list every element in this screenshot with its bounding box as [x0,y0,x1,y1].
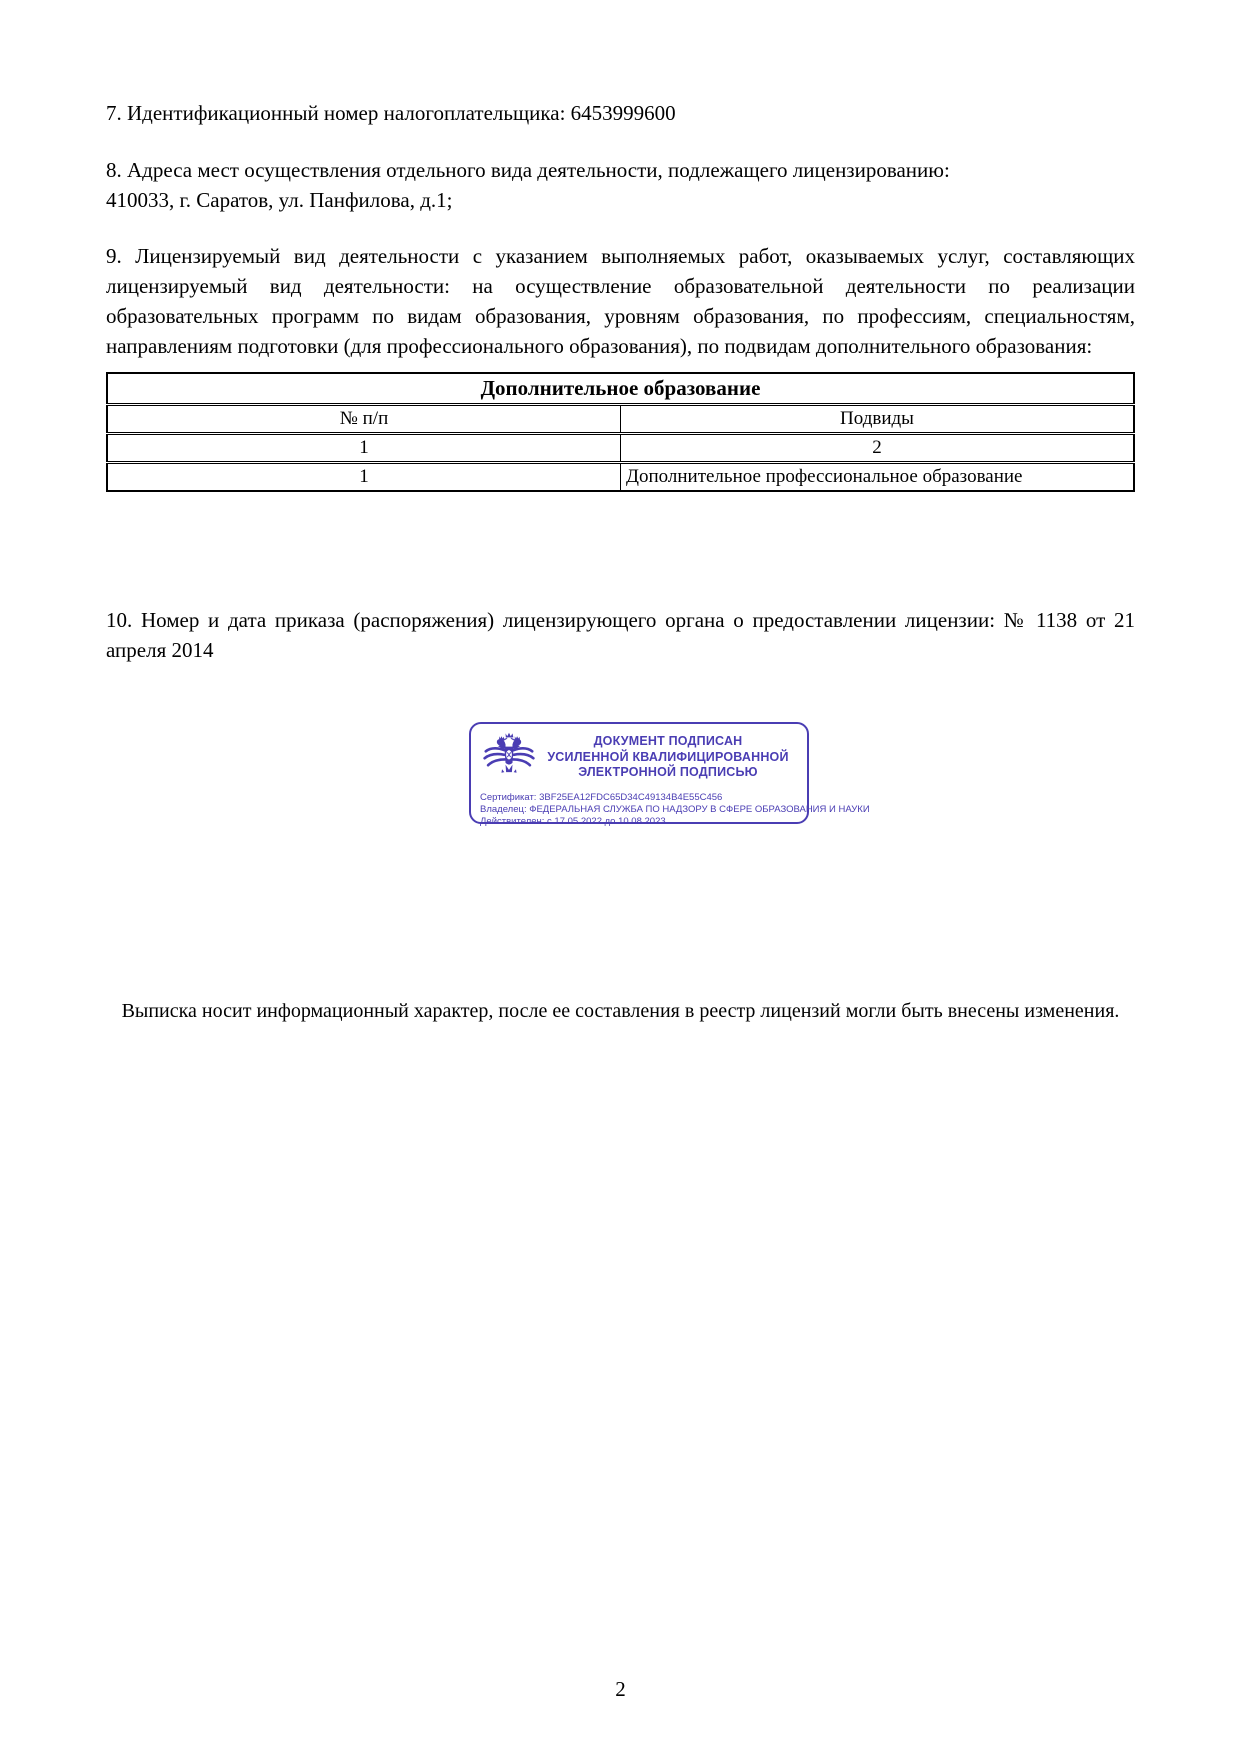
table-cell-number: 1 [107,434,621,463]
licensed-activity-paragraph: 9. Лицензируемый вид деятельности с указанием выполняемых работ, оказываемых услуг, составляющих лицензируемый вид деятельности: на осуществление образовательной деятельности по реализации образовательных программ по видам образования, уровням образования, по профессиям, специальностям, направлениям подготовки (для профессионального образования), по подвидам дополнительного образования: [106,244,1135,358]
table-title: Дополнительное образование [107,373,1134,405]
column-header-subtypes: Подвиды [621,405,1135,434]
addresses-heading-line: 8. Адреса мест осуществления отдельного вида деятельности, подлежащего лицензированию: [106,158,950,182]
table-title-row [107,373,1134,405]
order-number-paragraph: 10. Номер и дата приказа (распоряжения) лицензирующего органа о предоставлении лицензии: № 1138 от 21 апреля 2014 [106,608,1135,662]
stamp-details [480,792,870,828]
table-header-row [107,405,1134,434]
table-row [107,463,1134,492]
informational-note: Выписка носит информационный характер, после ее составления в реестр лицензий могли быть внесены изменения. [121,1000,1120,1022]
column-header-number: № п/п [107,405,621,434]
table-cell-value: 2 [621,434,1135,463]
page-number: 2 [615,1677,626,1701]
stamp-title-block [538,731,798,781]
table-cell-number: 1 [107,463,621,492]
stamp-title-line: ЭЛЕКТРОННОЙ ПОДПИСЬЮ [578,765,758,779]
russia-coat-of-arms-eagle-icon [480,731,538,789]
stamp-header [480,731,798,789]
stamp-owner: Владелец: ФЕДЕРАЛЬНАЯ СЛУЖБА ПО НАДЗОРУ В СФЕРЕ ОБРАЗОВАНИЯ И НАУКИ [480,804,870,815]
stamp-validity: Действителен: с 17.05.2022 до 10.08.2023 [480,816,666,827]
stamp-title-line: УСИЛЕННОЙ КВАЛИФИЦИРОВАННОЙ [547,749,789,764]
stamp-title-line: ДОКУМЕНТ ПОДПИСАН [593,734,743,748]
table-row [107,434,1134,463]
additional-education-table [106,372,1135,492]
addresses-paragraph [106,155,1135,215]
digital-signature-stamp [469,722,870,827]
taxpayer-id-paragraph: 7. Идентификационный номер налогоплательщика: 6453999600 [106,101,676,125]
table-cell-subtype: Дополнительное профессиональное образование [621,463,1135,492]
stamp-certificate: Сертификат: 3BF25EA12FDC65D34C49134B4E55C456 [480,792,723,803]
address-line: 410033, г. Саратов, ул. Панфилова, д.1; [106,188,453,212]
